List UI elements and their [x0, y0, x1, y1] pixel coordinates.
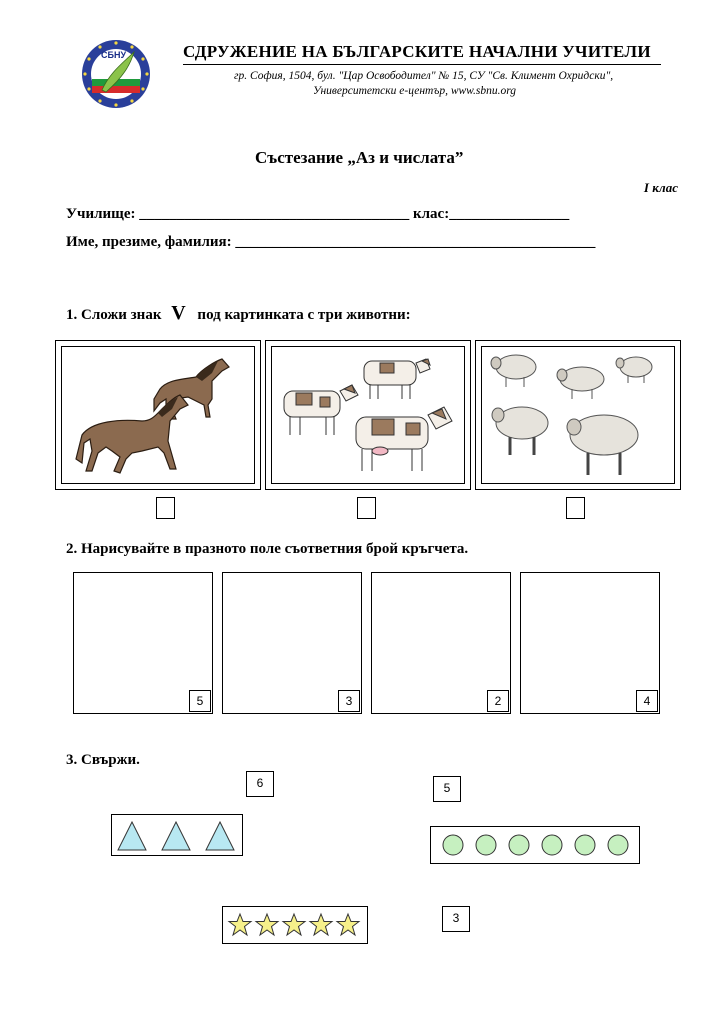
picture-horses	[55, 340, 261, 490]
match-number-3[interactable]: 3	[442, 906, 470, 932]
question-1	[66, 302, 411, 325]
cows-illustration	[272, 347, 464, 483]
star-shape	[310, 914, 332, 935]
star-shape	[337, 914, 359, 935]
match-number-5[interactable]: 5	[433, 776, 461, 802]
star-shape	[256, 914, 278, 935]
circle-shape	[575, 835, 595, 855]
stars-group[interactable]	[222, 906, 368, 944]
question-1-text-after: под картинката с три животни:	[197, 307, 411, 323]
triangles-group[interactable]	[111, 814, 243, 856]
triangles-illustration	[112, 815, 242, 855]
address-line-2: Университетски е-център, www.sbnu.org	[313, 85, 517, 97]
triangle-shape	[162, 822, 190, 850]
stars-illustration	[223, 907, 367, 943]
question-1-text-before: 1. Сложи знак	[66, 307, 162, 323]
name-field[interactable]: Име, презиме, фамилия: ________________________________________________	[66, 234, 596, 250]
checkbox-horses[interactable]	[156, 497, 175, 519]
triangle-shape	[206, 822, 234, 850]
checkbox-sheep[interactable]	[566, 497, 585, 519]
circle-shape	[608, 835, 628, 855]
circles-group[interactable]	[430, 826, 640, 864]
number-box-4: 4	[636, 690, 658, 712]
match-number-6[interactable]: 6	[246, 771, 274, 797]
circle-shape	[542, 835, 562, 855]
number-box-5: 5	[189, 690, 211, 712]
competition-title: Състезание „Аз и числата”	[255, 148, 464, 167]
number-box-2: 2	[487, 690, 509, 712]
picture-sheep	[475, 340, 681, 490]
school-field[interactable]: Училище: ____________________________________ клас:________________	[66, 206, 570, 222]
circle-shape	[443, 835, 463, 855]
org-name: СДРУЖЕНИЕ НА БЪЛГАРСКИТЕ НАЧАЛНИ УЧИТЕЛИ	[183, 42, 651, 61]
circles-illustration	[431, 827, 639, 863]
sbnu-logo	[80, 38, 152, 110]
question-2-text: 2. Нарисувайте в празното поле съответния брой кръгчета.	[66, 541, 469, 557]
check-mark-symbol: V	[171, 302, 186, 324]
logo-text: СБНУ	[101, 50, 127, 60]
number-box-3: 3	[338, 690, 360, 712]
sheep-illustration	[482, 347, 674, 483]
picture-cows	[265, 340, 471, 490]
star-shape	[283, 914, 305, 935]
question-3-text: 3. Свържи.	[66, 752, 140, 768]
star-shape	[229, 914, 251, 935]
header-divider	[183, 64, 661, 65]
triangle-shape	[118, 822, 146, 850]
horses-illustration	[62, 347, 254, 483]
checkbox-cows[interactable]	[357, 497, 376, 519]
circle-shape	[509, 835, 529, 855]
address-line-1: гр. София, 1504, бул. "Цар Освободител" № 15, СУ "Св. Климент Охридски",	[234, 70, 614, 82]
grade-label: I клас	[643, 180, 678, 195]
circle-shape	[476, 835, 496, 855]
